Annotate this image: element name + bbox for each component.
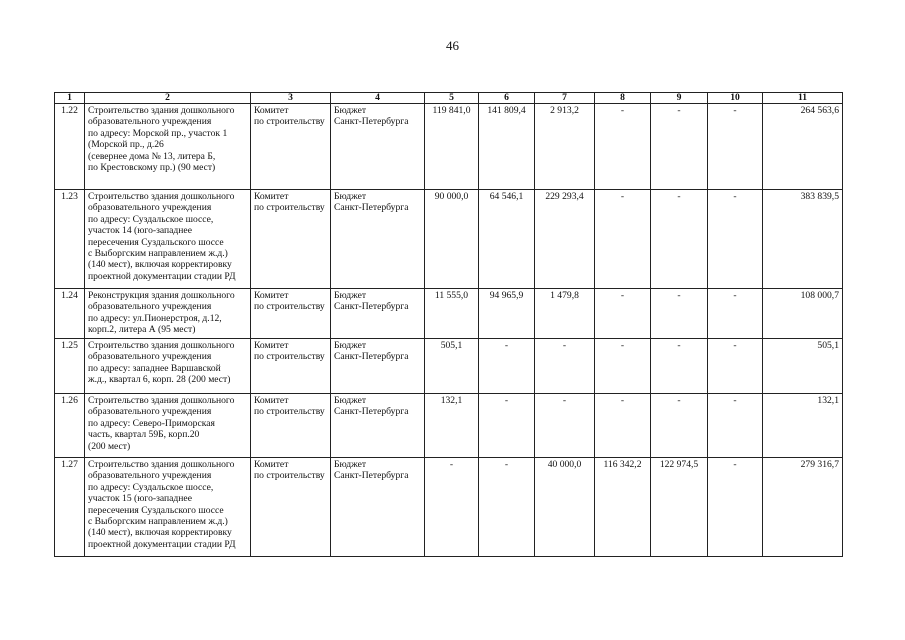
value-cell: 64 546,1 [479,190,535,289]
table-row [55,394,843,458]
value-cell: - [479,458,535,557]
column-header: 6 [479,93,535,104]
name-line: проектной документации стадии РД [88,538,236,550]
committee-line: по строительству [254,351,325,363]
name-line: Строительство здания дошкольного [88,459,235,470]
name-line: по адресу: Северо-Приморская [88,417,215,429]
name-line: Реконструкция здания дошкольного [88,290,235,301]
total-cell: 505,1 [763,339,843,394]
name-line: (140 мест), включая корректировку [88,259,232,271]
object-name [85,190,251,289]
row-number: 1.23 [55,190,85,289]
value-cell: - [651,339,708,394]
committee-cell [251,190,331,289]
value-cell: - [708,458,763,557]
committee-cell [251,394,331,458]
value-cell: 116 342,2 [595,458,651,557]
committee-cell [251,339,331,394]
row-number: 1.25 [55,339,85,394]
name-line: по адресу: Суздальское шоссе, [88,213,214,225]
column-header: 11 [763,93,843,104]
committee-line: Комитет [254,290,289,301]
column-header: 5 [425,93,479,104]
name-line: Строительство здания дошкольного [88,340,235,351]
committee-line: Комитет [254,459,289,470]
row-number: 1.26 [55,394,85,458]
name-line: по Крестовскому пр.) (90 мест) [88,162,216,174]
value-cell: 11 555,0 [425,289,479,339]
table-row [55,458,843,557]
name-line: участок 15 (юго-западнее [88,493,192,505]
name-line: участок 14 (юго-западнее [88,225,192,237]
source-line: Санкт-Петербурга [334,202,409,214]
header-row [55,93,843,104]
committee-line: Комитет [254,340,289,351]
source-line: Санкт-Петербурга [334,116,409,128]
name-line: по адресу: западнее Варшавской [88,362,221,374]
total-cell: 279 316,7 [763,458,843,557]
source-cell [331,339,425,394]
value-cell: 141 809,4 [479,104,535,190]
total-cell: 132,1 [763,394,843,458]
column-header: 4 [331,93,425,104]
value-cell: - [595,339,651,394]
committee-line: по строительству [254,116,325,128]
committee-line: Комитет [254,191,289,202]
name-line: Строительство здания дошкольного [88,191,235,202]
object-name [85,289,251,339]
name-line: по адресу: ул.Пионерстроя, д.12, [88,312,222,324]
name-line: с Выборгским направлением ж.д.) [88,248,228,260]
value-cell: 505,1 [425,339,479,394]
row-number: 1.24 [55,289,85,339]
value-cell: - [708,394,763,458]
column-header: 3 [251,93,331,104]
value-cell: 132,1 [425,394,479,458]
total-cell: 264 563,6 [763,104,843,190]
total-cell: 383 839,5 [763,190,843,289]
committee-line: по строительству [254,406,325,418]
object-name [85,339,251,394]
name-line: Строительство здания дошкольного [88,105,235,116]
object-name [85,394,251,458]
page-number: 46 [446,38,459,53]
value-cell: 1 479,8 [535,289,595,339]
name-line: по адресу: Суздальское шоссе, [88,481,214,493]
committee-line: по строительству [254,202,325,214]
value-cell: - [708,190,763,289]
source-cell [331,190,425,289]
column-header: 2 [85,93,251,104]
value-cell: 94 965,9 [479,289,535,339]
name-line: образовательного учреждения [88,202,212,214]
column-header: 8 [595,93,651,104]
source-line: Бюджет [334,105,367,116]
name-line: по адресу: Морской пр., участок 1 [88,127,228,139]
committee-line: Комитет [254,395,289,406]
name-line: ж.д., квартал 6, корп. 28 (200 мест) [88,374,231,386]
committee-cell [251,289,331,339]
name-line: (140 мест), включая корректировку [88,527,232,539]
source-cell [331,458,425,557]
committee-line: по строительству [254,470,325,482]
value-cell: - [651,104,708,190]
name-line: часть, квартал 59Б, корп.20 [88,429,200,441]
total-cell: 108 000,7 [763,289,843,339]
name-line: пересечения Суздальского шоссе [88,504,224,516]
value-cell: - [595,394,651,458]
value-cell: 40 000,0 [535,458,595,557]
value-cell: - [535,394,595,458]
name-line: корп.2, литера А (95 мест) [88,324,196,336]
source-line: Санкт-Петербурга [334,406,409,418]
value-cell: - [708,104,763,190]
table-row [55,289,843,339]
value-cell: - [708,339,763,394]
committee-cell [251,458,331,557]
value-cell: - [651,289,708,339]
table-row [55,190,843,289]
value-cell: - [708,289,763,339]
column-header: 1 [55,93,85,104]
name-line: образовательного учреждения [88,116,212,128]
name-line: образовательного учреждения [88,301,212,313]
name-line: проектной документации стадии РД [88,270,236,282]
budget-table [54,92,843,557]
source-line: Бюджет [334,191,367,202]
value-cell: 90 000,0 [425,190,479,289]
name-line: образовательного учреждения [88,351,212,363]
source-cell [331,289,425,339]
source-line: Санкт-Петербурга [334,470,409,482]
source-cell [331,104,425,190]
source-line: Бюджет [334,290,367,301]
table-row [55,339,843,394]
name-line: с Выборгским направлением ж.д.) [88,516,228,528]
value-cell: 2 913,2 [535,104,595,190]
committee-line: по строительству [254,301,325,313]
source-line: Бюджет [334,340,367,351]
source-line: Санкт-Петербурга [334,351,409,363]
value-cell: 119 841,0 [425,104,479,190]
table-row [55,104,843,190]
value-cell: - [651,394,708,458]
column-header: 9 [651,93,708,104]
source-line: Бюджет [334,395,367,406]
column-header: 10 [708,93,763,104]
name-line: (Морской пр., д.26 [88,139,164,151]
value-cell: - [651,190,708,289]
row-number: 1.22 [55,104,85,190]
value-cell: - [535,339,595,394]
value-cell: - [425,458,479,557]
value-cell: - [595,190,651,289]
name-line: пересечения Суздальского шоссе [88,236,224,248]
object-name [85,458,251,557]
value-cell: 229 293,4 [535,190,595,289]
name-line: Строительство здания дошкольного [88,395,235,406]
source-line: Бюджет [334,459,367,470]
object-name [85,104,251,190]
committee-line: Комитет [254,105,289,116]
value-cell: - [595,289,651,339]
source-line: Санкт-Петербурга [334,301,409,313]
column-header: 7 [535,93,595,104]
committee-cell [251,104,331,190]
name-line: образовательного учреждения [88,470,212,482]
value-cell: - [479,339,535,394]
value-cell: - [479,394,535,458]
name-line: (севернее дома № 13, литера Б, [88,150,216,162]
name-line: образовательного учреждения [88,406,212,418]
source-cell [331,394,425,458]
value-cell: - [595,104,651,190]
name-line: (200 мест) [88,440,131,452]
value-cell: 122 974,5 [651,458,708,557]
row-number: 1.27 [55,458,85,557]
